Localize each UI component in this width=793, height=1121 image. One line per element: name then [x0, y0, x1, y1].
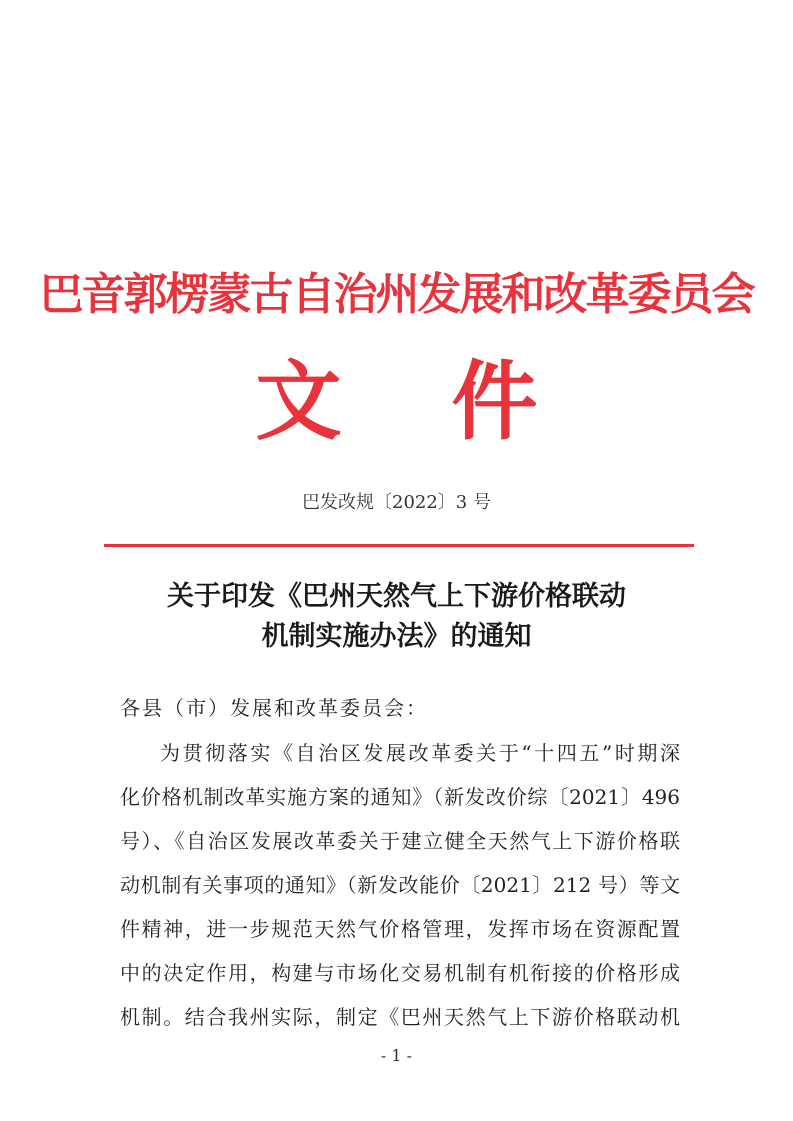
issuer-masthead: 巴音郭楞蒙古自治州发展和改革委员会 — [39, 269, 754, 320]
body-line: 为贯彻落实《自治区发展改革委关于“十四五”时期深 — [160, 741, 680, 765]
body-line: 动机制有关事项的通知》（新发改能价〔2021〕212 号）等文 — [120, 873, 680, 897]
red-divider-line — [104, 544, 694, 547]
salutation: 各县（市）发展和改革委员会： — [120, 696, 428, 720]
document-number: 巴发改规〔2022〕3 号 — [302, 492, 491, 513]
body-line: 化价格机制改革实施方案的通知》（新发改价综〔2021〕496 — [120, 785, 680, 809]
document-type-heading: 文件 — [255, 351, 648, 452]
notice-title-line-1: 关于印发《巴州天然气上下游价格联动 — [167, 581, 626, 612]
notice-title-line-2: 机制实施办法》的通知 — [261, 621, 532, 652]
body-line: 件精神，进一步规范天然气价格管理，发挥市场在资源配置 — [120, 917, 680, 941]
body-line: 号）、《自治区发展改革委关于建立健全天然气上下游价格联 — [120, 829, 680, 853]
body-line: 中的决定作用，构建与市场化交易机制有机衔接的价格形成 — [120, 961, 680, 985]
page-number: - 1 - — [380, 1046, 413, 1065]
body-line: 机制。结合我州实际，制定《巴州天然气上下游价格联动机 — [120, 1005, 680, 1029]
